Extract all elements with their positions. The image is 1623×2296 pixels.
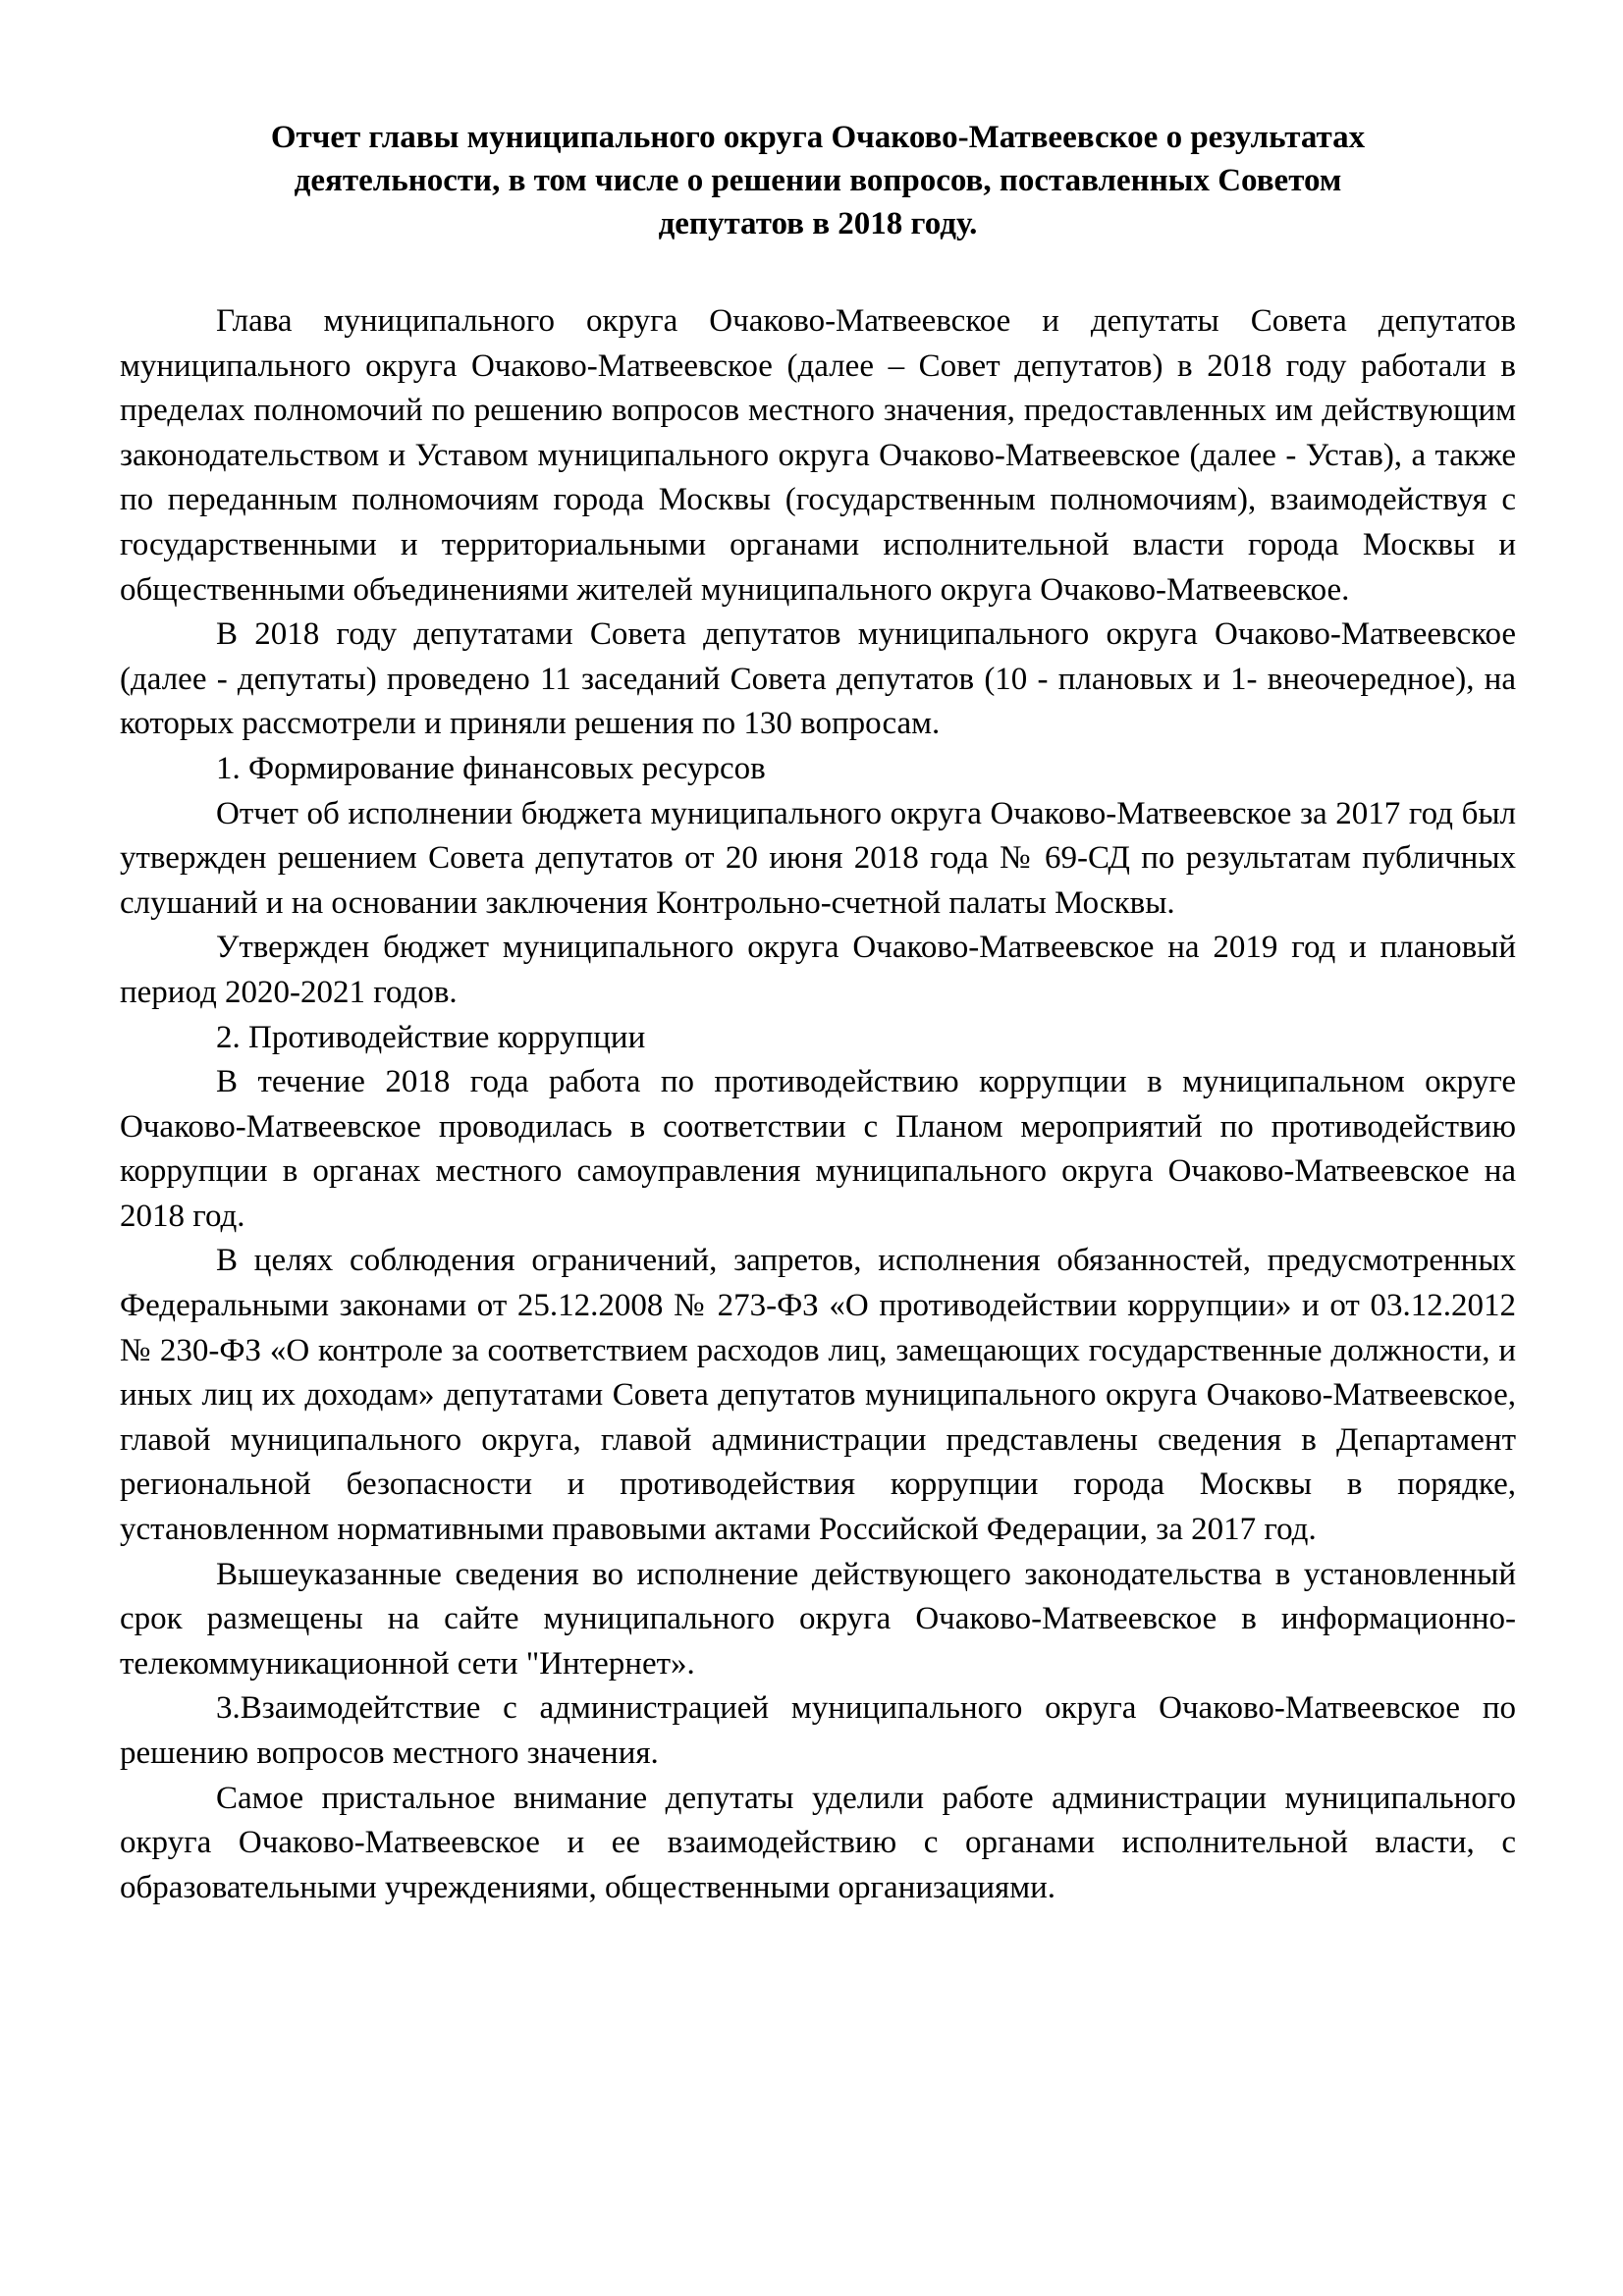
title-line: депутатов в 2018 году. — [658, 206, 978, 241]
title-line: Отчет главы муниципального округа Очаково-Матвеевское о результатах — [270, 120, 1366, 155]
paragraph: Глава муниципального округа Очаково-Матвеевское и депутаты Совета депутатов муниципального округа Очаково-Матвеевское (далее – Совет депутатов) в 2018 году работали в пределах полномочий по решению вопросов местного значения, предоставленных им действующим законодательством и Уставом муниципального округа Очаково-Матвеевское (далее - Устав), а также по переданным полномочиям города Москвы (государственным полномочиям), взаимодействуя с государственными и территориальными органами исполнительной власти города Москвы и общественными объединениями жителей муниципального округа Очаково-Матвеевское. — [120, 303, 1516, 608]
paragraph: Вышеуказанные сведения во исполнение действующего законодательства в установленный срок размещены на сайте муниципального округа Очаково-Матвеевское в информационно-телекоммуникационной сети "Интернет». — [120, 1556, 1516, 1682]
document-title — [120, 116, 1516, 245]
paragraph: Утвержден бюджет муниципального округа Очаково-Матвеевское на 2019 год и плановый период 2020-2021 годов. — [120, 930, 1516, 1010]
document-page — [120, 116, 1516, 1910]
paragraph: Отчет об исполнении бюджета муниципального округа Очаково-Матвеевское за 2017 год был утвержден решением Совета депутатов от 20 июня 2018 года № 69-СД по результатам публичных слушаний и на основании заключения Контрольно-счетной палаты Москвы. — [120, 795, 1516, 921]
section-heading: 2. Противодействие коррупции — [216, 1019, 646, 1055]
paragraph: В течение 2018 года работа по противодействию коррупции в муниципальном округе Очаково-Матвеевское проводилась в соответствии с Планом мероприятий по противодействию коррупции в органах местного самоуправления муниципального округа Очаково-Матвеевское на 2018 год. — [120, 1064, 1516, 1234]
paragraph: В 2018 году депутатами Совета депутатов муниципального округа Очаково-Матвеевское (далее - депутаты) проведено 11 заседаний Совета депутатов (10 - плановых и 1- внеочередное), на которых рассмотрели и приняли решения по 130 вопросам. — [120, 616, 1516, 742]
section-heading-paragraph: 3.Взаимодейтствие с администрацией муниципального округа Очаково-Матвеевское по решению вопросов местного значения. — [120, 1690, 1516, 1771]
title-line: деятельности, в том числе о решении вопросов, поставленных Советом — [294, 163, 1342, 198]
paragraph: В целях соблюдения ограничений, запретов, исполнения обязанностей, предусмотренных Федеральными законами от 25.12.2008 № 273-ФЗ «О противодействии коррупции» и от 03.12.2012 № 230-ФЗ «О контроле за соответствием расходов лиц, замещающих государственные должности, и иных лиц их доходам» депутатами Совета депутатов муниципального округа Очаково-Матвеевское, главой муниципального округа, главой администрации представлены сведения в Департамент региональной безопасности и противодействия коррупции города Москвы в порядке, установленном нормативными правовыми актами Российской Федерации, за 2017 год. — [120, 1243, 1516, 1548]
section-heading: 1. Формирование финансовых ресурсов — [216, 750, 766, 786]
paragraph: Самое пристальное внимание депутаты уделили работе администрации муниципального округа Очаково-Матвеевское и ее взаимодействию с органами исполнительной власти, с образовательными учреждениями, общественными организациями. — [120, 1780, 1516, 1905]
